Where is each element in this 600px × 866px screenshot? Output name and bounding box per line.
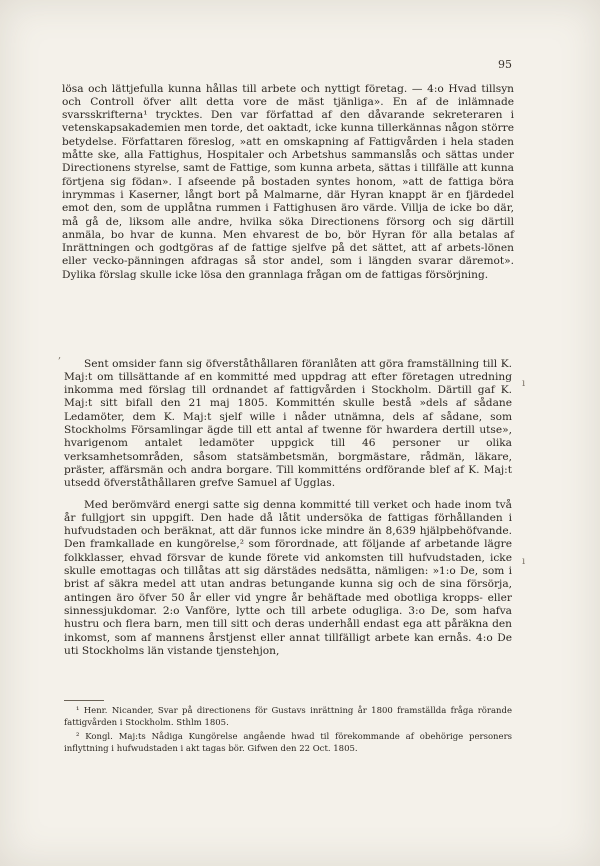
paragraph-1: lösa och lättjefulla kunna hållas till arbete och nyttigt företag. — 4:o Hvad tillsyn och Controll öfver allt detta vore de mäst tjänliga». En af de inlämnade svarsskrifterna¹ trycktes. Den var författad af den dåvarande sekreteraren i vetenskapsakademien men torde, det oaktadt, icke kunna tillerkännas någon större betydelse. Författaren föreslog, »att en omskapning af Fattigvården i hela staden måtte ske, alla Fattighus, Hospitaler och Arbetshus sammanslås och sättas under Directionens styrelse, samt de Fattige, som kunna arbeta, sättas i tillfälle att kunna förtjena sig födan». I afseende på bostaden syntes honom, »att de fattiga böra inrymmas i Kaserner, långt bort på Malmarne, där Hyran knappt är en fjärdedel emot den, som de upplåtna rummen i Fattighusen äro värde. Villja de icke bo där, må gå de, liksom alle andre, hvilka söka Directionens försorg och sig därtill anmäla, bo hvar de kunna. Men ehvarest de bo, bör Hyran för alla betalas af Inrättningen och godtgöras af de fattige sjelfve på det sättet, att af arbets-lönen eller vecko-pänningen afdragas så stor andel, som i längden svarar däremot». Dylika förslag skulle icke lösa den grannlaga frågan om de fattigas försörjning. bbox=[62, 82, 514, 281]
footnotes bbox=[64, 706, 512, 758]
margin-pencil-mark: , bbox=[58, 350, 62, 361]
margin-pencil-mark: ı bbox=[522, 378, 526, 389]
paragraph-3: Med berömvärd energi satte sig denna kommitté till verket och hade inom två år fullgjort sin uppgift. Den hade då låtit undersöka de fattigas förhållanden i hufvudstaden och beräknat, att där funnos icke mindre än 8,639 hjälpbehöfvande. Den framkallade en kungörelse,² som förordnade, att följande af arbetande lägre folkklasser, ehvad försvar de kunde förete vid ankomsten till hufvudstaden, icke skulle emottagas och tillåtas att sig därstädes nedsätta, nämligen: »1:o De, som i brist af säkra medel att utan andras betungande kunna sig och de sina försörja, antingen äro öfver 50 år eller vid yngre år behäftade med obotliga kropps- eller sinnessjukdomar. 2:o Vanföre, lytte och till arbete odugliga. 3:o De, som hafva hustru och flera barn, men till sitt och deras underhåll endast ega att påräkna den inkomst, som af mannens årstjenst eller annat tillfälligt arbete kan ernås. 4:o De uti Stockholms län vistande tjenstehjon, bbox=[64, 498, 512, 657]
footnote-1: ¹ Henr. Nicander, Svar på directionens för Gustavs inrättning år 1800 framställda fråga rörande fattigvården i Stockholm. Sthlm 1805. bbox=[64, 706, 512, 728]
footnote-2: ² Kongl. Maj:ts Nådiga Kungörelse angående hwad til förekommande af obehörige personers inflyttning i hufwudstaden i akt tagas bör. Gifwen den 22 Oct. 1805. bbox=[64, 732, 512, 754]
margin-pencil-mark: ı bbox=[522, 556, 526, 567]
paragraph-2: Sent omsider fann sig öfverståthållaren föranlåten att göra framställning till K. Maj:t om tillsättande af en kommitté med uppdrag att efter företagen utredning inkomma med förslag till ordnandet af fattigvården i Stockholm. Därtill gaf K. Maj:t sitt bifall den 21 maj 1805. Kommittén skulle bestå »dels af sådane Ledamöter, dem K. Maj:t sjelf wille i nåder utnämna, dels af sådane, som Stockholms Församlingar ägde till ett antal af twenne för hwardera dertill utse», hvarigenom antalet ledamöter uppgick till 46 personer ur olika verksamhetsområden, såsom statsämbetsmän, borgmästare, rådmän, läkare, präster, affärsmän och andra borgare. Till kommitténs ordförande blef af K. Maj:t utsedd öfverståthållaren grefve Samuel af Ugglas. bbox=[64, 357, 512, 490]
page-number: 95 bbox=[498, 58, 512, 71]
footnote-divider bbox=[64, 700, 104, 701]
